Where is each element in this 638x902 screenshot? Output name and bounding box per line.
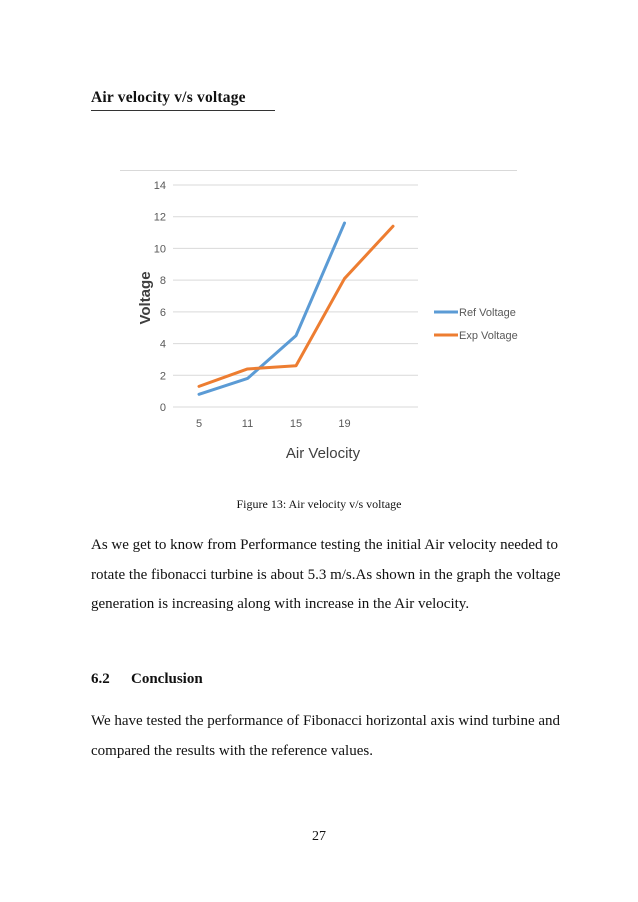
body-paragraph-1: As we get to know from Performance testing the initial Air velocity needed to rotate the fibonacci turbine is about 5.3 m/s.As shown in the graph the voltage generation is increasing along with increase in the Air velocity. — [91, 537, 561, 612]
y-tick-label: 6 — [159, 306, 166, 319]
page-number: 27 — [312, 829, 326, 844]
legend-label: Ref Voltage — [459, 307, 516, 319]
legend — [434, 307, 518, 342]
body-paragraph-2: We have tested the performance of Fibonacci horizontal axis wind turbine and compared the results with the reference values. — [91, 713, 561, 759]
x-tick-label: 15 — [289, 418, 303, 430]
subsection-heading — [91, 671, 203, 688]
x-axis-label: Air Velocity — [285, 445, 361, 462]
legend-label: Exp Voltage — [459, 330, 518, 342]
y-tick-label: 0 — [159, 402, 166, 414]
y-tick-label: 14 — [153, 180, 166, 192]
x-tick-label: 5 — [195, 418, 203, 430]
y-tick-label: 12 — [153, 211, 166, 224]
gridlines — [173, 185, 418, 407]
y-tick-label: 2 — [159, 370, 166, 383]
y-tick-label: 8 — [159, 275, 166, 288]
subsection-number: 6.2 — [91, 671, 110, 687]
series-line-exp-voltage — [199, 226, 393, 386]
y-tick-label: 10 — [153, 243, 166, 256]
figure-caption: Figure 13: Air velocity v/s voltage — [236, 497, 402, 511]
section-title: Air velocity v/s voltage — [91, 89, 246, 106]
y-tick-label: 4 — [159, 338, 166, 351]
x-tick-label: 19 — [338, 418, 351, 430]
y-axis-label: Voltage — [137, 271, 154, 325]
subsection-title: Conclusion — [131, 671, 203, 687]
y-axis-ticks — [154, 180, 166, 414]
x-axis-ticks — [196, 418, 351, 430]
x-tick-label: 11 — [241, 418, 254, 430]
